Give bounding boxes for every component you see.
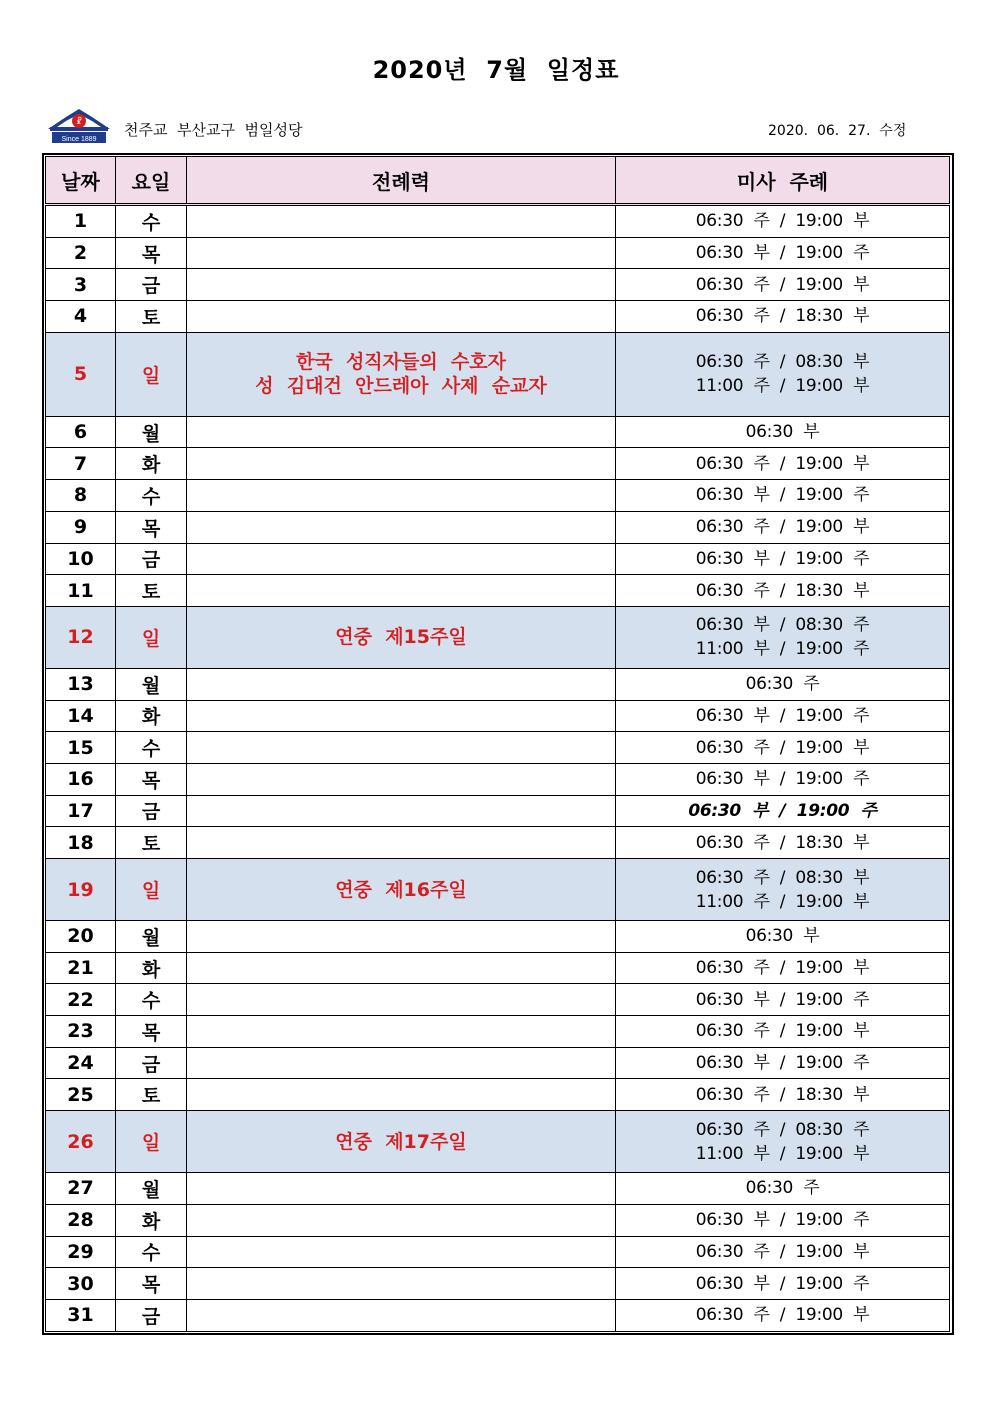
liturgy-line: 연중 제15주일 [335,626,467,649]
header-date: 날짜 [46,157,116,205]
mass-line: 06:30 주 / 18:30 부 [695,580,870,601]
mass-cell [616,732,950,764]
date-cell: 14 [46,700,116,732]
table-row [46,763,950,795]
table-row [46,859,950,921]
logo-text: Since 1889 [61,136,97,143]
mass-cell [616,1173,950,1205]
table-row [46,1236,950,1268]
mass-cell [616,448,950,480]
mass-line: 06:30 부 / 08:30 주 [695,615,870,636]
liturgy-cell [187,511,616,543]
weekday-cell: 월 [116,921,187,953]
weekday-cell: 화 [116,1204,187,1236]
mass-cell [616,952,950,984]
mass-cell [616,1268,950,1300]
schedule-table [45,156,950,1332]
weekday-cell: 목 [116,1268,187,1300]
date-cell: 19 [46,859,116,921]
table-row [46,1173,950,1205]
mass-line: 06:30 부 / 19:00 주 [695,485,870,506]
schedule-frame [42,153,954,1335]
liturgy-line: 성 김대건 안드레아 사제 순교자 [255,375,547,398]
date-cell: 3 [46,269,116,301]
table-row [46,668,950,700]
mass-cell [616,332,950,416]
weekday-cell: 수 [116,1236,187,1268]
mass-cell [616,827,950,859]
mass-cell [616,606,950,668]
mass-line: 06:30 주 / 08:30 부 [695,352,870,373]
liturgy-cell [187,448,616,480]
mass-line: 06:30 부 / 19:00 주 [695,548,870,569]
table-row [46,827,950,859]
table-row [46,1047,950,1079]
weekday-cell: 수 [116,732,187,764]
weekday-cell: 토 [116,575,187,607]
mass-line: 06:30 주 / 19:00 부 [695,211,870,232]
date-cell: 4 [46,301,116,333]
mass-line: 06:30 부 [745,926,820,947]
weekday-cell: 월 [116,668,187,700]
weekday-cell: 월 [116,1173,187,1205]
parish-logo [46,107,112,143]
mass-cell [616,668,950,700]
weekday-cell: 토 [116,827,187,859]
liturgy-cell [187,795,616,827]
table-row [46,448,950,480]
table-row [46,1204,950,1236]
mass-cell [616,1016,950,1048]
date-cell: 12 [46,606,116,668]
mass-cell [616,416,950,448]
weekday-cell: 화 [116,448,187,480]
date-cell: 20 [46,921,116,953]
mass-cell [616,859,950,921]
weekday-cell: 금 [116,1047,187,1079]
mass-cell [616,1236,950,1268]
date-cell: 15 [46,732,116,764]
mass-line: 06:30 부 [745,422,820,443]
mass-cell [616,795,950,827]
date-cell: 17 [46,795,116,827]
mass-line: 11:00 주 / 19:00 부 [695,376,870,397]
liturgy-cell [187,984,616,1016]
table-row [46,606,950,668]
liturgy-cell [187,237,616,269]
mass-line: 06:30 부 / 19:00 주 [695,1053,870,1074]
parish-name: 천주교 부산교구 범일성당 [124,121,303,139]
liturgy-line: 연중 제16주일 [335,878,467,901]
mass-cell [616,921,950,953]
mass-line: 06:30 주 / 19:00 부 [695,1305,870,1326]
liturgy-cell [187,332,616,416]
table-row [46,1268,950,1300]
weekday-cell: 토 [116,301,187,333]
weekday-cell: 수 [116,480,187,512]
date-cell: 21 [46,952,116,984]
liturgy-cell [187,1016,616,1048]
liturgy-line: 연중 제17주일 [335,1130,467,1153]
mass-cell [616,237,950,269]
table-row [46,205,950,238]
mass-line: 06:30 주 / 08:30 부 [695,867,870,888]
mass-cell [616,1204,950,1236]
table-row [46,921,950,953]
mass-cell [616,984,950,1016]
mass-cell [616,205,950,238]
date-cell: 25 [46,1079,116,1111]
date-cell: 1 [46,205,116,238]
date-cell: 9 [46,511,116,543]
liturgy-cell [187,732,616,764]
mass-cell [616,575,950,607]
weekday-cell: 금 [116,269,187,301]
header-liturgy: 전례력 [187,157,616,205]
mass-cell [616,1111,950,1173]
table-row [46,511,950,543]
table-row [46,700,950,732]
mass-line: 06:30 주 / 19:00 부 [695,274,870,295]
liturgy-cell [187,1236,616,1268]
mass-line: 06:30 주 / 18:30 부 [695,832,870,853]
mass-line: 11:00 부 / 19:00 부 [695,1143,870,1164]
liturgy-cell [187,921,616,953]
table-row [46,301,950,333]
mass-line: 06:30 부 / 19:00 주 [695,705,870,726]
weekday-cell: 금 [116,543,187,575]
mass-line: 06:30 부 / 19:00 주 [695,1210,870,1231]
table-row [46,269,950,301]
mass-line: 06:30 주 / 18:30 부 [695,306,870,327]
liturgy-cell [187,1173,616,1205]
table-row [46,1111,950,1173]
table-row [46,237,950,269]
weekday-cell: 수 [116,984,187,1016]
weekday-cell: 일 [116,332,187,416]
page-title: 2020년 7월 일정표 [372,56,620,84]
header-weekday: 요일 [116,157,187,205]
table-header-row [46,157,950,205]
liturgy-cell [187,301,616,333]
liturgy-cell [187,606,616,668]
liturgy-cell [187,700,616,732]
mass-line: 06:30 주 / 19:00 부 [695,517,870,538]
table-row [46,332,950,416]
liturgy-cell [187,827,616,859]
table-row [46,416,950,448]
liturgy-cell [187,543,616,575]
liturgy-cell [187,480,616,512]
date-cell: 26 [46,1111,116,1173]
date-cell: 23 [46,1016,116,1048]
mass-cell [616,763,950,795]
liturgy-cell [187,763,616,795]
liturgy-cell [187,952,616,984]
date-cell: 31 [46,1299,116,1331]
mass-line: 06:30 부 / 19:00 주 [695,769,870,790]
table-row [46,984,950,1016]
liturgy-cell [187,1299,616,1331]
mass-line: 06:30 부 / 19:00 주 [695,1273,870,1294]
date-cell: 29 [46,1236,116,1268]
mass-cell [616,1299,950,1331]
table-row [46,1299,950,1331]
svg-text:☧: ☧ [75,117,83,126]
date-cell: 24 [46,1047,116,1079]
mass-line: 11:00 부 / 19:00 주 [695,639,870,660]
weekday-cell: 일 [116,606,187,668]
mass-cell [616,269,950,301]
date-cell: 18 [46,827,116,859]
table-row [46,1016,950,1048]
date-cell: 22 [46,984,116,1016]
mass-line: 06:30 주 / 08:30 주 [695,1119,870,1140]
weekday-cell: 목 [116,511,187,543]
mass-line: 11:00 주 / 19:00 부 [695,891,870,912]
liturgy-cell [187,668,616,700]
mass-cell [616,700,950,732]
header-mass: 미사 주례 [616,157,950,205]
liturgy-cell [187,205,616,238]
date-cell: 2 [46,237,116,269]
weekday-cell: 토 [116,1079,187,1111]
table-row [46,543,950,575]
mass-line: 06:30 주 / 19:00 부 [695,1021,870,1042]
liturgy-cell [187,1047,616,1079]
mass-line: 06:30 주 / 19:00 부 [695,1241,870,1262]
table-row [46,575,950,607]
date-cell: 5 [46,332,116,416]
table-row [46,1079,950,1111]
mass-line: 06:30 주 / 19:00 부 [695,737,870,758]
liturgy-cell [187,269,616,301]
weekday-cell: 목 [116,237,187,269]
table-row [46,732,950,764]
date-cell: 30 [46,1268,116,1300]
date-cell: 10 [46,543,116,575]
date-cell: 7 [46,448,116,480]
liturgy-line: 한국 성직자들의 수호자 [296,351,506,374]
liturgy-cell [187,1268,616,1300]
date-cell: 13 [46,668,116,700]
mass-cell [616,1047,950,1079]
mass-line: 06:30 주 / 18:30 부 [695,1084,870,1105]
schedule-body [46,205,950,1332]
mass-line: 06:30 주 [745,1178,820,1199]
mass-line: 06:30 주 / 19:00 부 [695,453,870,474]
liturgy-cell [187,859,616,921]
weekday-cell: 화 [116,700,187,732]
liturgy-cell [187,1079,616,1111]
weekday-cell: 수 [116,205,187,238]
weekday-cell: 월 [116,416,187,448]
weekday-cell: 금 [116,795,187,827]
weekday-cell: 일 [116,1111,187,1173]
mass-line: 06:30 부 / 19:00 주 [695,989,870,1010]
mass-cell [616,301,950,333]
weekday-cell: 목 [116,763,187,795]
mass-line: 06:30 부 / 19:00 주 [688,800,877,821]
mass-cell [616,1079,950,1111]
weekday-cell: 화 [116,952,187,984]
liturgy-cell [187,416,616,448]
table-row [46,480,950,512]
table-row [46,952,950,984]
liturgy-cell [187,575,616,607]
date-cell: 28 [46,1204,116,1236]
mass-line: 06:30 주 [745,674,820,695]
weekday-cell: 금 [116,1299,187,1331]
date-cell: 16 [46,763,116,795]
mass-line: 06:30 부 / 19:00 주 [695,243,870,264]
date-cell: 8 [46,480,116,512]
mass-cell [616,543,950,575]
weekday-cell: 목 [116,1016,187,1048]
mass-cell [616,511,950,543]
mass-line: 06:30 주 / 19:00 부 [695,958,870,979]
table-row [46,795,950,827]
weekday-cell: 일 [116,859,187,921]
revision-date: 2020. 06. 27. 수정 [768,123,907,139]
mass-cell [616,480,950,512]
date-cell: 11 [46,575,116,607]
liturgy-cell [187,1204,616,1236]
date-cell: 27 [46,1173,116,1205]
liturgy-cell [187,1111,616,1173]
date-cell: 6 [46,416,116,448]
